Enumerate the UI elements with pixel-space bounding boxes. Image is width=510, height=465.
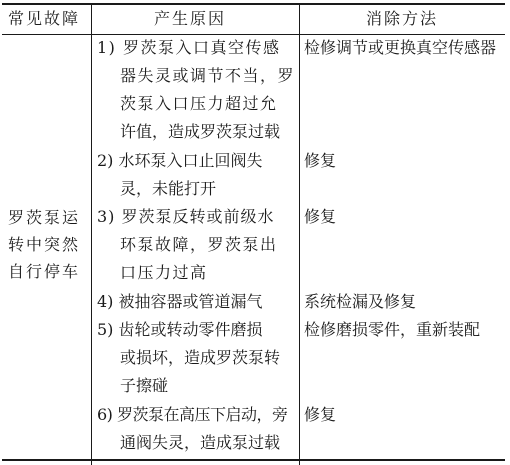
table-bottom-rule (2, 459, 505, 461)
cause-line: 器失灵或调节不当，罗 (120, 66, 296, 85)
cause-line: 灵，未能打开 (120, 179, 217, 198)
cause-line: 通阀失灵，造成泵过载 (120, 433, 281, 452)
cause-line: 2) 水环泵入口止回阀失 (97, 151, 263, 170)
cause-line: 5) 齿轮或转动零件磨损 (97, 320, 263, 339)
cause-line: 3) 罗茨泵反转或前级水 (97, 207, 275, 226)
column-divider-2 (299, 4, 300, 465)
column-divider-1 (91, 4, 92, 465)
cause-line: 子擦碰 (120, 376, 169, 395)
remedy-line: 系统检漏及修复 (304, 292, 417, 311)
header-bottom-rule (2, 34, 505, 35)
fault-line: 自行停车 (8, 262, 81, 281)
remedy-line: 修复 (304, 207, 337, 226)
header-remedy: 消除方法 (366, 9, 439, 28)
cause-line: 6) 罗茨泵在高压下启动，旁 (97, 405, 288, 424)
table-top-rule (2, 3, 505, 5)
cause-line: 4) 被抽容器或管道漏气 (97, 292, 263, 311)
remedy-line: 修复 (304, 151, 337, 170)
remedy-line: 修复 (304, 405, 337, 424)
fault-line: 转中突然 (8, 235, 81, 254)
cause-line: 许值，造成罗茨泵过载 (120, 122, 281, 141)
header-cause: 产生原因 (154, 9, 227, 28)
fault-line: 罗茨泵运 (8, 208, 81, 227)
cause-line: 或损坏，造成罗茨泵转 (120, 348, 281, 367)
cause-line: 环泵故障，罗茨泵出 (120, 235, 278, 254)
cause-line: 1) 罗茨泵入口真空传感 (97, 38, 281, 57)
header-fault: 常见故障 (8, 9, 81, 28)
remedy-line: 检修调节或更换真空传感器 (304, 38, 497, 57)
cause-line: 茨泵入口压力超过允 (120, 94, 278, 113)
remedy-line: 检修磨损零件，重新装配 (304, 320, 481, 339)
cause-line: 口压力过高 (120, 263, 208, 282)
